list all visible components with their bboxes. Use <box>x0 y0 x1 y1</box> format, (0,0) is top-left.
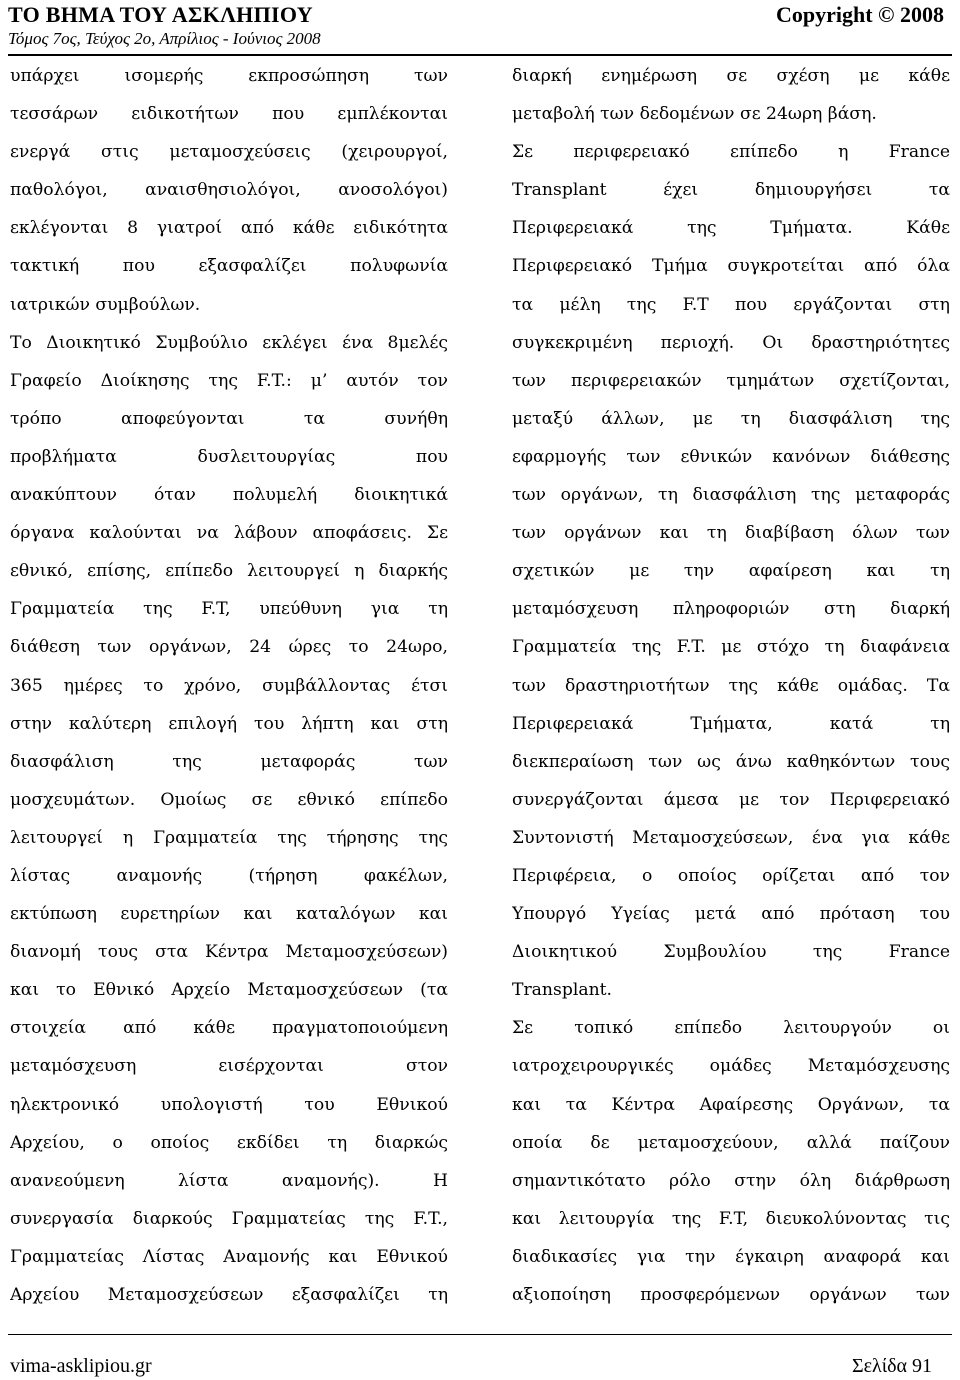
text-line: Γραμματεία της F.T. με στόχο τη διαφάνεια <box>512 637 950 658</box>
text-line: λειτουργεί η Γραμματεία της τήρησης της <box>10 827 448 848</box>
journal-title: ΤΟ ΒΗΜΑ ΤΟΥ ΑΣΚΛΗΠΙΟΥ <box>8 2 313 27</box>
text-line: ηλεκτρονικό υπολογιστή του Εθνικού <box>10 1094 448 1115</box>
text-line: Γραμματείας Λίστας Αναμονής και Εθνικού <box>10 1246 448 1267</box>
text-line: εκτύπωση ευρετηρίων και καταλόγων και <box>10 904 448 925</box>
copyright-notice: Copyright © 2008 <box>776 2 944 27</box>
text-line: των οργάνων και τη διαβίβαση όλων των <box>512 523 950 544</box>
text-line: σημαντικότατο ρόλο στην όλη διάρθρωση <box>512 1170 950 1191</box>
text-line: Υπουργό Υγείας μετά από πρόταση του <box>512 904 950 925</box>
text-line: Διοικητικού Συμβουλίου της France <box>512 942 950 963</box>
text-line: και το Εθνικό Αρχείο Μεταμοσχεύσεων (τα <box>10 980 448 1001</box>
text-line: και τα Κέντρα Αφαίρεσης Οργάνων, τα <box>512 1094 950 1115</box>
text-line: οποία δε μεταμοσχεύουν, αλλά παίζουν <box>512 1132 950 1153</box>
text-line: τα μέλη της F.T που εργάζονται στη <box>512 294 950 315</box>
footer-website: vima-asklipiou.gr <box>10 1355 152 1377</box>
text-line: υπάρχει ισομερής εκπροσώπηση των <box>10 66 448 86</box>
text-line: μεταξύ άλλων, με τη διασφάλιση της <box>512 408 950 429</box>
text-line: Συντονιστή Μεταμοσχεύσεων, ένα για κάθε <box>512 827 950 848</box>
text-line: Περιφερειακό Τμήμα συγκροτείται από όλα <box>512 256 950 277</box>
text-line: Το Διοικητικό Συμβούλιο εκλέγει ένα 8μελές <box>10 332 448 353</box>
text-line: στοιχεία από κάθε πραγματοποιούμενη <box>10 1018 448 1039</box>
text-line: όργανα καλούνται να λάβουν αποφάσεις. Σε <box>10 523 448 544</box>
text-line: παθολόγοι, αναισθησιολόγοι, ανοσολόγοι) <box>10 180 448 201</box>
text-line: Σε περιφερειακό επίπεδο η France <box>512 142 950 163</box>
text-line: μεταβολή των δεδομένων σε 24ωρη βάση. <box>512 104 877 125</box>
text-line: ανακύπτουν όταν πολυμελή διοικητικά <box>10 485 448 506</box>
text-line: εθνικό, επίσης, επίπεδο λειτουργεί η διαρκής <box>10 561 448 582</box>
text-line: Περιφερειακά Τμήματα, κατά τη <box>512 713 950 734</box>
text-line: διανομή τους στα Κέντρα Μεταμοσχεύσεων) <box>10 942 448 963</box>
text-line: προβλήματα δυσλειτουργίας που <box>10 446 448 467</box>
text-line: Σε τοπικό επίπεδο λειτουργούν οι <box>512 1018 950 1039</box>
text-line: Αρχείου, ο οποίος εκδίδει τη διαρκώς <box>10 1132 448 1153</box>
text-line: διεκπεραίωση των ως άνω καθηκόντων τους <box>512 751 950 772</box>
page-number: Σελίδα 91 <box>851 1355 932 1377</box>
text-line: ιατροχειρουργικές ομάδες Μεταμόσχευσης <box>512 1056 950 1077</box>
text-line: μεταμόσχευση πληροφοριών στη διαρκή <box>512 599 950 620</box>
text-line: εφαρμογής των εθνικών κανόνων διάθεσης <box>512 446 950 467</box>
text-line: Αρχείου Μεταμοσχεύσεων εξασφαλίζει τη <box>10 1285 448 1305</box>
text-line: διαδικασίες για την έγκαιρη αναφορά και <box>512 1246 950 1267</box>
text-line: των δραστηριοτήτων της κάθε ομάδας. Τα <box>512 675 950 696</box>
footer-divider <box>8 1334 952 1335</box>
text-line: ενεργά στις μεταμοσχεύσεις (χειρουργοί, <box>10 142 448 163</box>
text-line: 365 ημέρες το χρόνο, συμβάλλοντας έτσι <box>10 675 448 696</box>
text-line: Γραφείο Διοίκησης της F.T.: μ’ αυτόν τον <box>10 370 448 391</box>
text-line: διασφάλιση της μεταφοράς των <box>10 751 448 772</box>
text-line: Περιφερειακά της Τμήματα. Κάθε <box>512 218 950 239</box>
left-text-column <box>10 57 448 1314</box>
text-line: μοσχευμάτων. Ομοίως σε εθνικό επίπεδο <box>10 789 448 810</box>
text-line: διάθεση των οργάνων, 24 ώρες το 24ωρο, <box>10 637 448 658</box>
text-line: σχετικών με την αφαίρεση και τη <box>512 561 950 582</box>
text-line: και λειτουργία της F.T, διευκολύνοντας τις <box>512 1208 950 1229</box>
text-line: συνεργάζονται άμεσα με τον Περιφερειακό <box>512 789 950 810</box>
text-line: των περιφερειακών τμημάτων σχετίζονται, <box>512 370 950 391</box>
header-divider <box>8 54 952 56</box>
issue-info: Τόμος 7ος, Τεύχος 2ο, Απρίλιος - Ιούνιος 2008 <box>8 29 321 48</box>
text-line: τακτική που εξασφαλίζει πολυφωνία <box>10 256 448 277</box>
text-line: συνεργασία διαρκούς Γραμματείας της F.T., <box>10 1208 448 1229</box>
text-line: Transplant. <box>512 980 613 1001</box>
text-line: μεταμόσχευση εισέρχονται στον <box>10 1056 448 1077</box>
text-line: συγκεκριμένη περιοχή. Οι δραστηριότητες <box>512 332 950 353</box>
text-line: τεσσάρων ειδικοτήτων που εμπλέκονται <box>10 104 448 125</box>
text-line: τρόπο αποφεύγονται τα συνήθη <box>10 408 448 429</box>
text-line: αξιοποίηση προσφερόμενων οργάνων των <box>512 1285 950 1305</box>
text-line: στην καλύτερη επιλογή του λήπτη και στη <box>10 713 448 734</box>
text-line: των οργάνων, τη διασφάλιση της μεταφοράς <box>512 485 950 506</box>
text-line: ανανεούμενη λίστα αναμονής). Η <box>10 1170 448 1191</box>
text-line: ιατρικών συμβούλων. <box>10 294 201 315</box>
text-line: Γραμματεία της F.T, υπεύθυνη για τη <box>10 599 448 620</box>
text-line: λίστας αναμονής (τήρηση φακέλων, <box>10 865 448 886</box>
text-line: Περιφέρεια, ο οποίος ορίζεται από τον <box>512 865 950 886</box>
text-line: διαρκή ενημέρωση σε σχέση με κάθε <box>512 66 950 86</box>
right-text-column <box>512 57 950 1314</box>
text-line: εκλέγονται 8 γιατροί από κάθε ειδικότητα <box>10 218 448 239</box>
text-line: Transplant έχει δημιουργήσει τα <box>512 180 950 201</box>
